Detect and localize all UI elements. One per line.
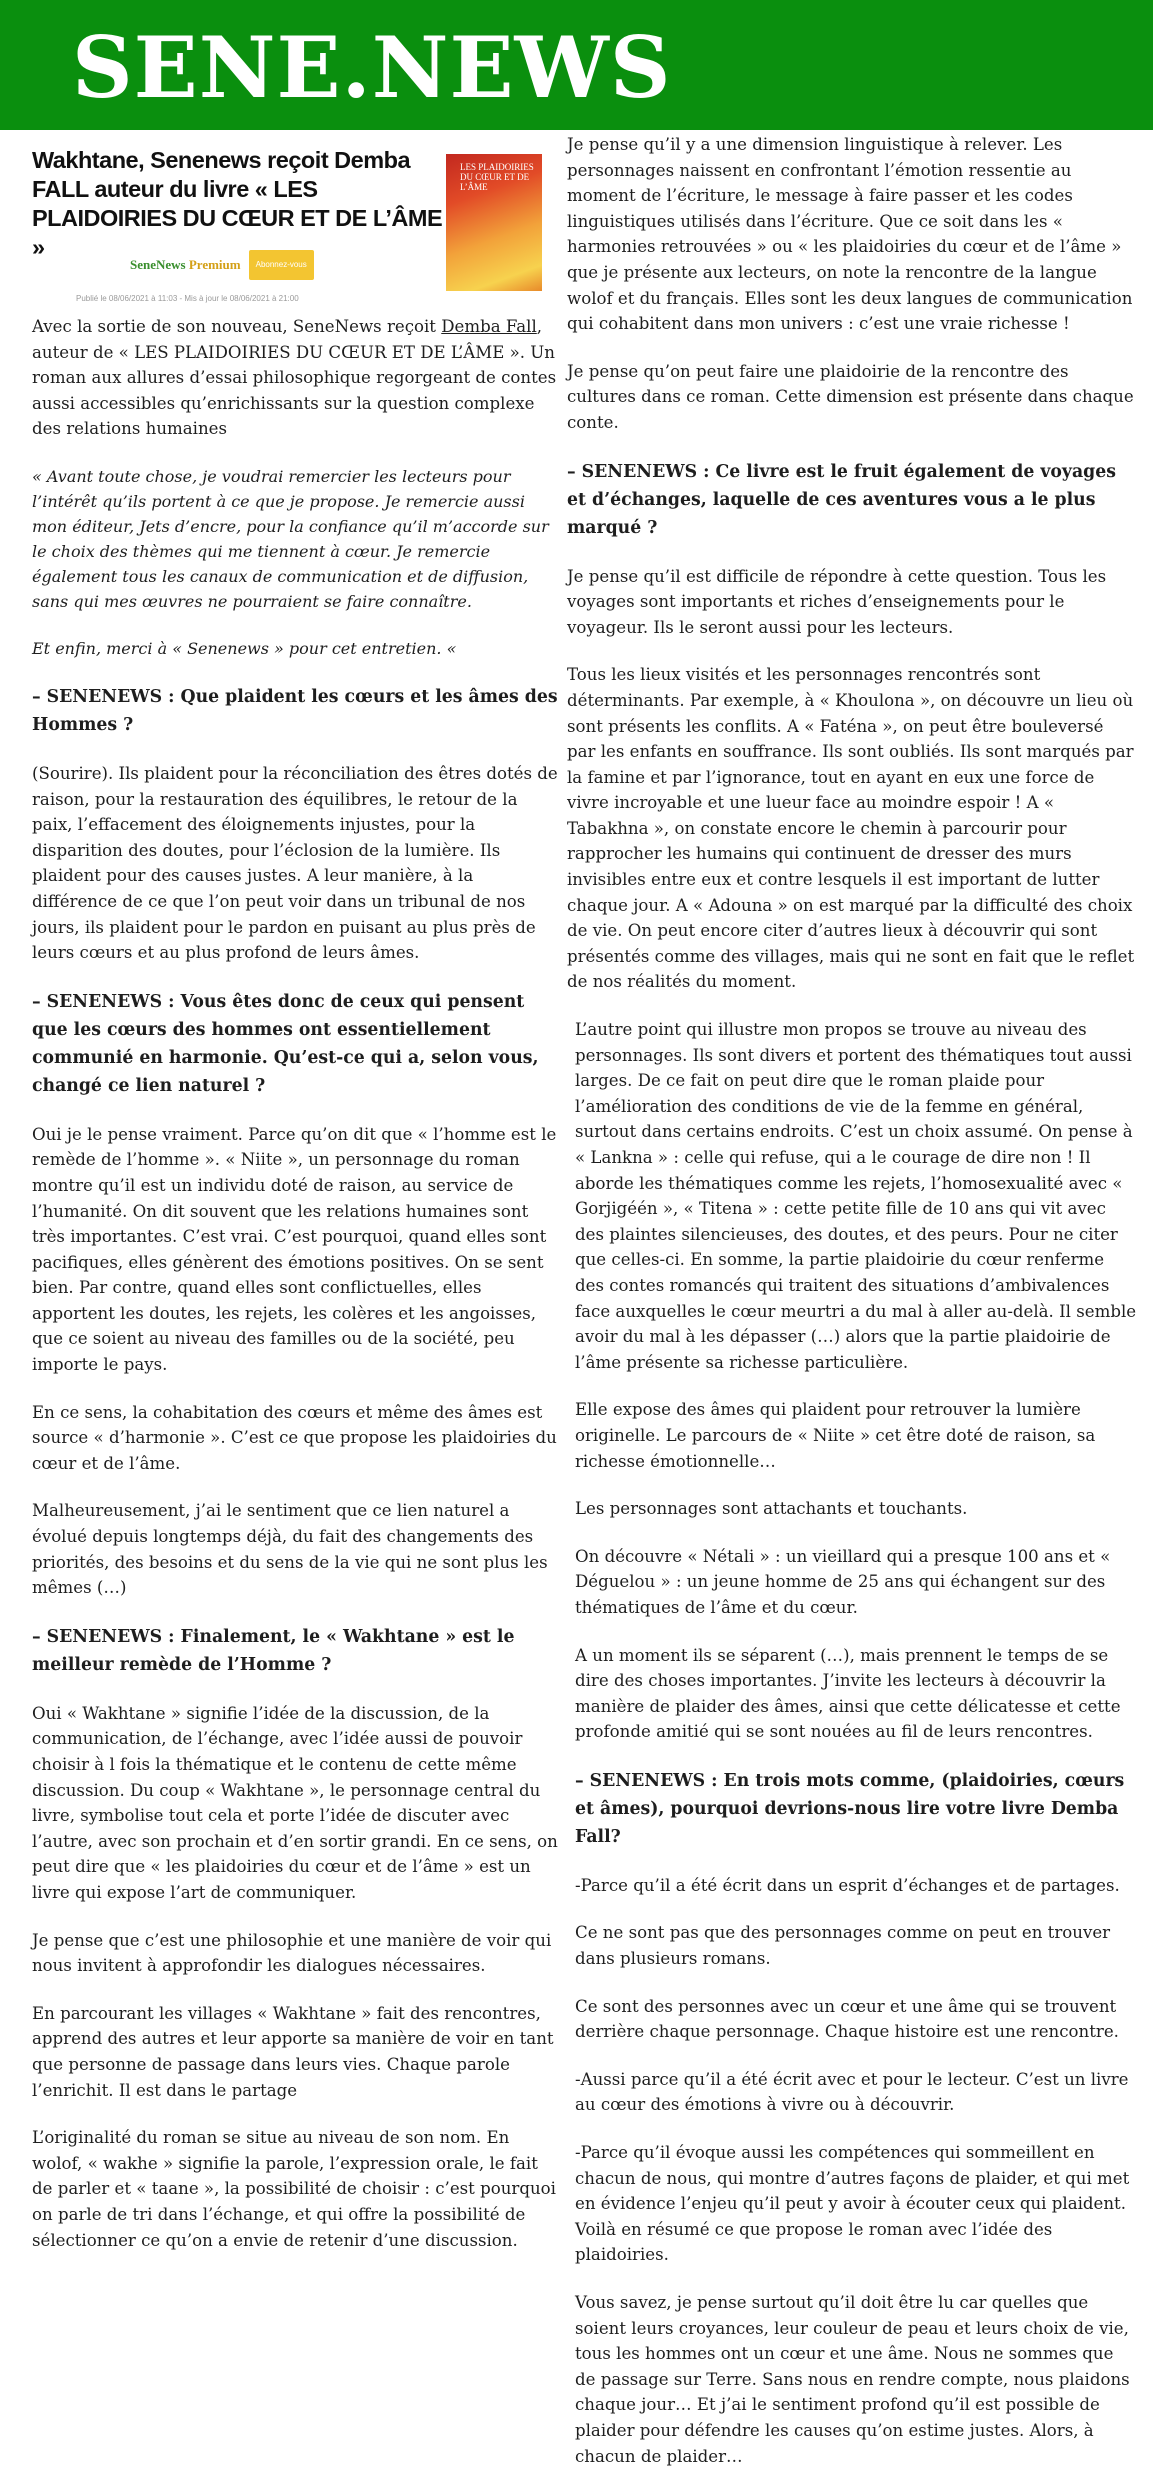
book-cover-title: LES PLAIDOIRIES DU CŒUR ET DE L’ÂME (460, 162, 534, 192)
left-column (32, 132, 558, 2275)
interview-question: – SENENEWS : Ce livre est le fruit également de voyages et d’échanges, laquelle de ces aventures vous a le plus marqué ? (567, 461, 1116, 538)
body-paragraph: Elle expose des âmes qui plaident pour retrouver la lumière originelle. Le parcours de « Niite » cet être doté de raison, sa richesse émotionnelle… (575, 1400, 1096, 1471)
premium-badge[interactable] (130, 256, 314, 274)
body-paragraph: Malheureusement, j’ai le sentiment que ce lien naturel a évolué depuis longtemps déjà, du fait des changements des priorités, des besoins et du sens de la vie qui ne sont plus les mêmes (…) (32, 1501, 548, 1598)
body-paragraph: Les personnages sont attachants et touchants. (575, 1499, 968, 1519)
body-paragraph: Ce ne sont pas que des personnages comme on peut en trouver dans plusieurs romans. (575, 1923, 1111, 1969)
body-paragraph: (Sourire). Ils plaident pour la réconciliation des êtres dotés de raison, pour la restauration des équilibres, le retour de la paix, l’effacement des éloignements injustes, pour la disparition des doutes, pour l’éclosion de la lumière. Ils plaident pour des causes justes. A leur manière, à la différence de ce que l’on peut voir dans un tribunal de nos jours, ils plaident pour le pardon en puisant au plus près de leurs cœurs et au plus profond de leurs âmes. (32, 763, 558, 963)
interview-question: – SENENEWS : Vous êtes donc de ceux qui pensent que les cœurs des hommes ont essentiellement communié en harmonie. Qu’est-ce qui a, selon vous, changé ce lien naturel ? (32, 991, 539, 1096)
article-header (32, 146, 558, 303)
site-logo[interactable]: SENE.NEWS (72, 18, 672, 117)
subscribe-button[interactable]: Abonnez-vous (249, 250, 314, 280)
body-paragraph: Oui « Wakhtane » signifie l’idée de la discussion, de la communication, de l’échange, avec l’idée aussi de pouvoir choisir à l fois la thématique et le contenu de cette même discussion. Du coup « Wakhtane », le personnage central du livre, symbolise tout cela et porte l’idée de discuter avec l’autre, avec son prochain et d’en sortir grandi. En ce sens, on peut dire que « les plaidoiries du cœur et de l’âme » est un livre qui expose l’art de communiquer. (32, 1703, 558, 1902)
body-paragraph: A un moment ils se séparent (…), mais prennent le temps de se dire des choses importantes. J’invite les lecteurs à découvrir la manière de plaider des âmes, ainsi que cette délicatesse et cette profonde amitié qui se sont nouées au fil de leurs rencontres. (575, 1645, 1121, 1742)
interview-question: – SENENEWS : Finalement, le « Wakhtane » est le meilleur remède de l’Homme ? (32, 1626, 515, 1675)
article-intro: Avec la sortie de son nouveau, SeneNews reçoit Demba Fall, auteur de « LES PLAIDOIRIES DU CŒUR ET DE L’ÂME ». Un roman aux allures d’essai philosophique regorgeant de contes aussi accessibles qu’enrichissants sur la question complexe des relations humaines (32, 317, 557, 439)
body-paragraph: On découvre « Nétali » : un vieillard qui a presque 100 ans et « Déguelou » : un jeune homme de 25 ans qui échangent sur des thématiques de l’âme et du cœur. (575, 1546, 1111, 1617)
interview-question: – SENENEWS : En trois mots comme, (plaidoiries, cœurs et âmes), pourquoi devrions-nous lire votre livre Demba Fall? (575, 1770, 1125, 1847)
author-link[interactable]: Demba Fall (441, 317, 537, 336)
interview-question: – SENENEWS : Que plaident les cœurs et les âmes des Hommes ? (32, 686, 558, 735)
body-paragraph: Vous savez, je pense surtout qu’il doit être lu car quelles que soient leurs croyances, leur couleur de peau et leurs choix de vie, tous les hommes ont un cœur et une âme. Nous ne sommes que de passage sur Terre. Sans nous en rendre compte, nous plaidons chaque jour… Et j’ai le sentiment profond qu’il est possible de plaider pour défendre les causes qu’on estime justes. Alors, à chacun de plaider… (575, 2293, 1130, 2466)
quote-paragraph: Et enfin, merci à « Senenews » pour cet entretien. « (32, 638, 457, 658)
quote-paragraph: « Avant toute chose, je voudrai remercier les lecteurs pour l’intérêt qu’ils portent à ce que je propose. Je remercie aussi mon éditeur, Jets d’encre, pour la confiance qu’il m’accorde sur le choix des thèmes qui me tiennent à cœur. Je remercie également tous les canaux de communication et de diffusion, sans qui mes œuvres ne pourraient se faire connaître. (32, 466, 549, 611)
publish-meta: Publié le 08/06/2021 à 11:03 - Mis à jour le 08/06/2021 à 21:00 (76, 294, 299, 303)
body-paragraph: Tous les lieux visités et les personnages rencontrés sont déterminants. Par exemple, à « Khoulona », on découvre un lieu où sont présents les conflits. A « Faténa », on peut être bouleversé par les enfants en souffrance. Ils sont oubliés. Ils sont marqués par la famine et par l’ignorance, tout en ayant en eux une force de vivre incroyable et une lueur face au moindre espoir ! A « Tabakhna », on constate encore le chemin à parcourir pour rapprocher les humains qui continuent de dresser des murs invisibles entre eux et contre lesquels il est important de lutter chaque jour. A « Adouna » on est marqué par la difficulté des choix de vie. On peut encore citer d’autres lieux à découvrir qui sont présentés comme des villages, mais qui ne sont en fait que le reflet de nos réalités du moment. (567, 665, 1135, 992)
left-paragraphs (32, 464, 558, 2253)
body-paragraph: En ce sens, la cohabitation des cœurs et même des âmes est source « d’harmonie ». C’est ce que propose les plaidoiries du cœur et de l’âme. (32, 1402, 557, 1473)
body-paragraph: L’originalité du roman se situe au niveau de son nom. En wolof, « wakhe » signifie la parole, l’expression orale, le fait de parler et « taane », la possibilité de choisir : c’est pourquoi on parle de tri dans l’échange, et qui offre la possibilité de sélectionner ce qu’on a envie de retenir d’une discussion. (32, 2128, 556, 2250)
body-paragraph: -Parce qu’il évoque aussi les compétences qui sommeillent en chacun de nous, qui montre d’autres façons de plaider, et qui met en évidence l’enjeu qu’il peut y avoir à écouter ceux qui plaident. Voilà en résumé ce que propose le roman avec l’idée des plaidoiries. (575, 2143, 1130, 2265)
article-title: Wakhtane, Senenews reçoit Demba FALL auteur du livre « LES PLAIDOIRIES DU CŒUR ET DE L’ÂME » (32, 147, 443, 260)
body-paragraph: Je pense qu’il y a une dimension linguistique à relever. Les personnages naissent en confrontant l’émotion ressentie au moment de l’écriture, le message à faire passer et les codes linguistiques utilisés dans l’écriture. Que ce soit dans les « harmonies retrouvées » ou « les plaidoiries du cœur et de l’âme » que je présente aux lecteurs, on note la rencontre de la langue wolof et du français. Elles sont les deux langues de communication qui cohabitent dans mon univers : c’est une vraie richesse ! (567, 135, 1133, 334)
body-paragraph: Je pense que c’est une philosophie et une manière de voir qui nous invitent à approfondir les dialogues nécessaires. (32, 1930, 552, 1976)
body-paragraph: -Aussi parce qu’il a été écrit avec et pour le lecteur. C’est un livre au cœur des émotions à vivre ou à découvrir. (575, 2069, 1129, 2115)
body-paragraph: Je pense qu’il est difficile de répondre à cette question. Tous les voyages sont importants et riches d’enseignements pour le voyageur. Ils le seront aussi pour les lecteurs. (567, 566, 1107, 637)
book-cover-image (446, 154, 542, 291)
masthead (0, 0, 1153, 130)
body-paragraph: -Parce qu’il a été écrit dans un esprit d’échanges et de partages. (575, 1875, 1120, 1895)
body-paragraph: Ce sont des personnes avec un cœur et une âme qui se trouvent derrière chaque personnage. Chaque histoire est une rencontre. (575, 1996, 1119, 2042)
right-column (567, 132, 1137, 2491)
premium-brand: SeneNews Premium (130, 257, 241, 273)
body-paragraph: L’autre point qui illustre mon propos se trouve au niveau des personnages. Ils sont divers et portent des thématiques tout aussi larges. De ce fait on peut dire que le roman plaide pour l’amélioration des conditions de vie de la femme en général, surtout dans certains endroits. C’est un choix assumé. On pense à « Lankna » : celle qui refuse, qui a le courage de dire non ! Il aborde les thématiques comme les rejets, l’homosexualité avec « Gorjigéén », « Titena » : cette petite fille de 10 ans qui vit avec des plaintes silencieuses, des doutes, et des peurs. Pour ne citer que celles-ci. En somme, la partie plaidoirie du cœur renferme des contes romancés qui traitent des situations d’ambivalences face auxquelles le cœur meurtri a du mal à aller au-delà. Il semble avoir du mal à les dépasser (…) alors que la partie plaidoirie de l’âme présente sa richesse particulière. (575, 1020, 1137, 1372)
body-paragraph: En parcourant les villages « Wakhtane » fait des rencontres, apprend des autres et leur apporte sa manière de voir en tant que personne de passage dans leurs vies. Chaque parole l’enrichit. Il est dans le partage (32, 2003, 554, 2100)
body-paragraph: Je pense qu’on peut faire une plaidoirie de la rencontre des cultures dans ce roman. Cette dimension est présente dans chaque conte. (567, 361, 1134, 432)
body-paragraph: Oui je le pense vraiment. Parce qu’on dit que « l’homme est le remède de l’homme ». « Niite », un personnage du roman montre qu’il est un individu doté de raison, au service de l’humanité. On dit souvent que les relations humaines sont très importantes. C’est vrai. C’est pourquoi, quand elles sont pacifiques, elles génèrent des émotions positives. On se sent bien. Par contre, quand elles sont conflictuelles, elles apportent les doutes, les rejets, les colères et les angoisses, que ce soient au niveau des familles ou de la société, peu importe le pays. (32, 1124, 557, 1375)
right-paragraphs (567, 132, 1137, 2469)
